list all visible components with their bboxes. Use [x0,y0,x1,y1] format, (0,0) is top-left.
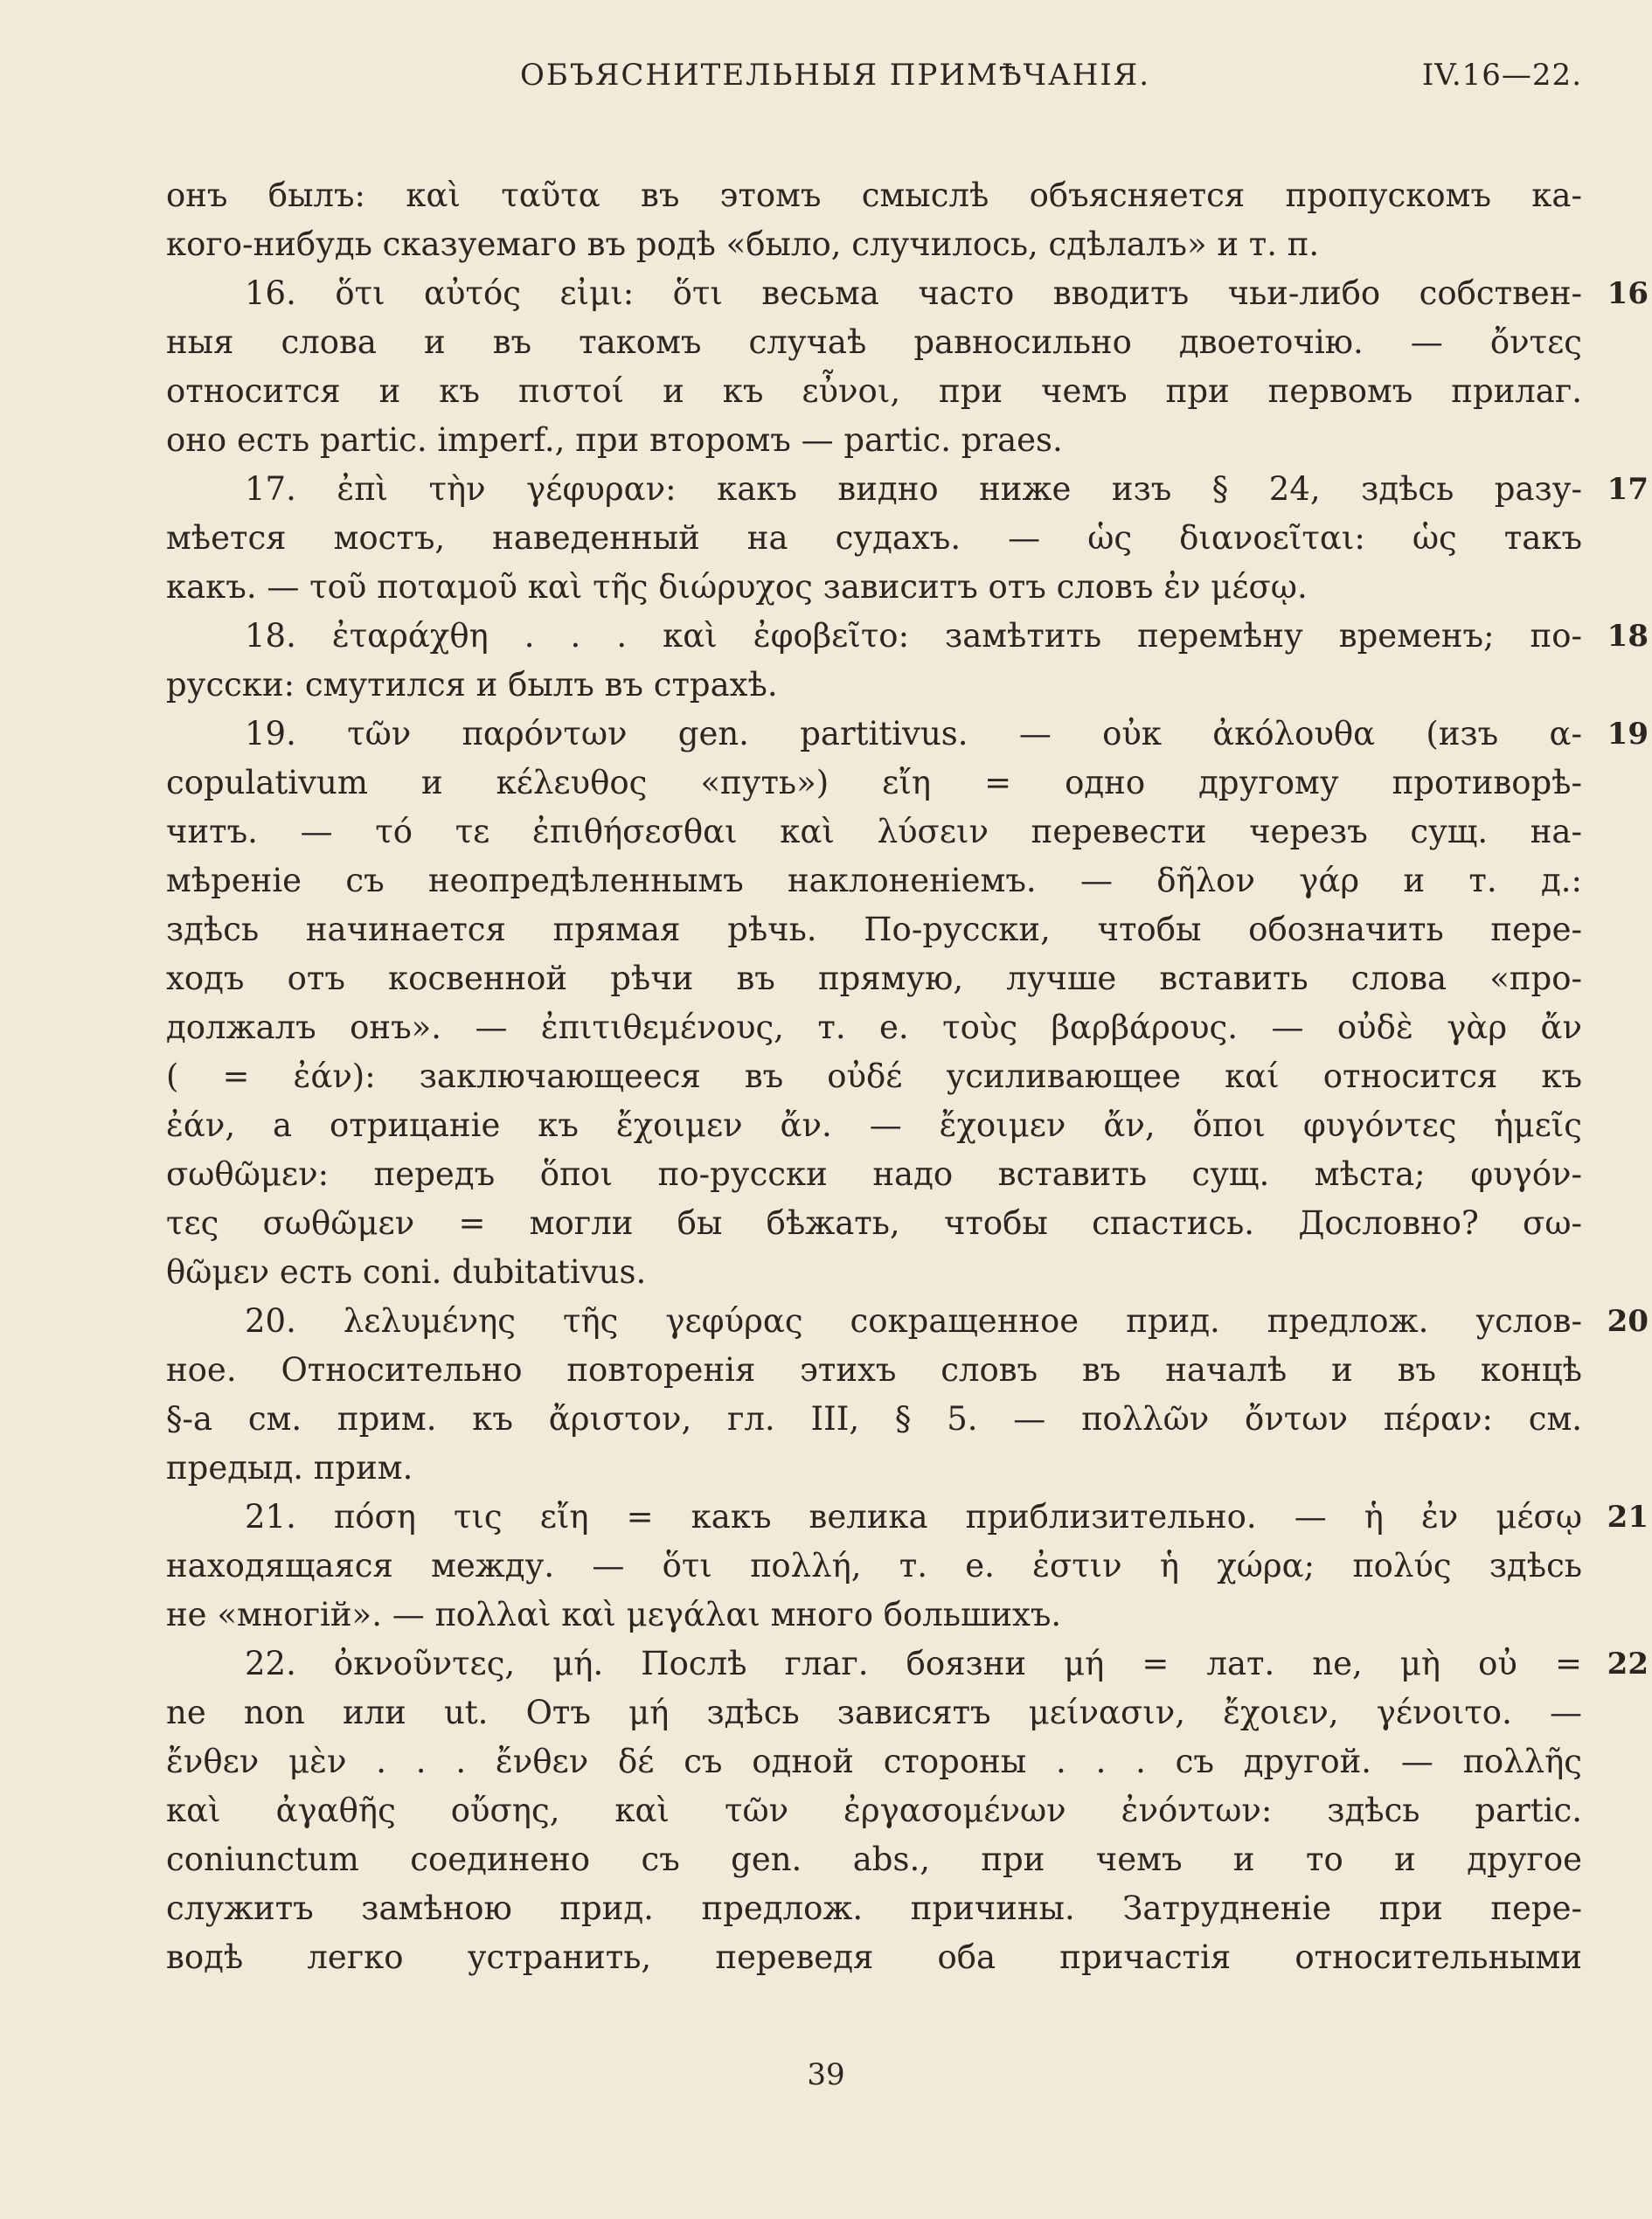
text-line: coniunctum соединено съ gen. abs., при чемъ и то и другое [166,1841,1582,1878]
margin-number-17: 17 [1607,472,1649,507]
margin-number-16: 16 [1607,276,1649,311]
text-line: θῶμεν есть coni. dubitativus. [166,1253,647,1291]
text-line: ne non или ut. Отъ μή здѣсь зависятъ μείνασιν, ἔχοιεν, γένοιτο. — [166,1694,1582,1731]
text-line: здѣсь начинается прямая рѣчь. По-русски, чтобы обозначить пере- [166,911,1582,948]
text-line: служитъ замѣною прид. предлож. причины. Затрудненіе при пере- [166,1890,1582,1927]
running-title: ОБЪЯСНИТЕЛЬНЫЯ ПРИМѢЧАНІЯ. [520,58,1151,93]
text-line: относится и къ πιστοί и къ εὖνοι, при чемъ при первомъ прилаг. [166,372,1582,410]
text-line: мѣреніе съ неопредѣленнымъ наклоненіемъ. — δῆλον γάρ и т. д.: [166,862,1582,899]
note-18-first-line [166,612,1649,661]
text-line: должалъ онъ». — ἐπιτιθεμένους, т. е. τοὺς βαρβάρους. — οὐδὲ γὰρ ἄν [166,1009,1582,1046]
text-line: 19. τῶν παρόντων gen. partitivus. — οὐκ ἀκόλουθα (изъ α- [245,715,1582,752]
text-line: онъ былъ: καὶ ταῦτα въ этомъ смыслѣ объясняется пропускомъ ка- [166,177,1582,214]
text-line: мѣется мостъ, наведенный на судахъ. — ὡς διανοεῖται: ὡς такъ [166,519,1582,557]
text-line: ἔνθεν μὲν . . . ἔνθεν δέ съ одной стороны . . . съ другой. — πολλῆς [166,1743,1582,1780]
text-line: 21. πόση τις εἴη = какъ велика приблизительно. — ἡ ἐν μέσῳ [245,1498,1582,1536]
section-reference: IV.16—22. [1421,58,1582,93]
text-line: находящаяся между. — ὅτι πολλή, т. е. ἐστιν ἡ χώρα; πολύς здѣсь [166,1547,1582,1585]
page-number: 39 [807,2057,845,2092]
text-line: ἐάν, а отрицаніе къ ἔχοιμεν ἄν. — ἔχοιμεν ἄν, ὅποι φυγόντες ἡμεῖς [166,1106,1582,1144]
note-20-first-line [166,1297,1649,1346]
text-line: не «многій». — πολλαὶ καὶ μεγάλαι много большихъ. [166,1596,1062,1633]
text-line: оно есть partic. imperf., при второмъ — partic. praes. [166,421,1063,459]
note-22-first-line [166,1640,1649,1689]
text-line: предыд. прим. [166,1449,413,1487]
text-line: ное. Относительно повторенія этихъ словъ въ началѣ и въ концѣ [166,1351,1582,1389]
text-line: σωθῶμεν: передъ ὅποι по-русски надо вставить сущ. мѣста; φυγόν- [166,1155,1582,1193]
note-17-first-line [166,465,1649,514]
text-line: ( = ἐάν): заключающееся въ οὐδέ усиливающее καί относится къ [166,1057,1582,1095]
note-21-first-line [166,1493,1649,1542]
text-line: какъ. — τοῦ ποταμοῦ καὶ τῆς διώρυχος зависитъ отъ словъ ἐν μέσῳ. [166,568,1308,606]
text-line: водѣ легко устранить, переведя оба причастія относительными [166,1938,1582,1976]
text-line: §-а см. прим. къ ἄριστον, гл. III, § 5. — πολλῶν ὄντων πέραν: см. [166,1400,1582,1438]
text-line: καὶ ἀγαθῆς οὔσης, καὶ τῶν ἐργασομένων ἐνόντων: здѣсь partic. [166,1792,1582,1829]
margin-number-19: 19 [1607,717,1649,752]
margin-number-21: 21 [1607,1500,1649,1535]
text-line: русски: смутился и былъ въ страхѣ. [166,666,778,704]
text-line: 22. ὀκνοῦντες, μή. Послѣ глаг. боязни μή = лат. ne, μὴ οὐ = [245,1645,1582,1682]
text-line: 20. λελυμένης τῆς γεφύρας сокращенное прид. предлож. услов- [245,1302,1582,1340]
text-line: читъ. — τό τε ἐπιθήσεσθαι καὶ λύσειν перевести черезъ сущ. на- [166,813,1582,850]
text-line: copulativum и κέλευθος «путь») εἴη = одно другому противорѣ- [166,764,1582,801]
margin-number-22: 22 [1607,1647,1649,1682]
note-19-first-line [166,710,1649,759]
text-line: ныя слова и въ такомъ случаѣ равносильно двоеточію. — ὄντες [166,323,1582,361]
note-16-first-line [166,269,1649,318]
margin-number-18: 18 [1607,619,1649,654]
commentary-text [166,171,1649,1982]
text-line: кого-нибудь сказуемаго въ родѣ «было, случилось, сдѣлалъ» и т. п. [166,225,1320,263]
text-line: 18. ἐταράχθη . . . καὶ ἐφοβεῖτο: замѣтить перемѣну временъ; по- [245,617,1582,655]
text-line: 16. ὅτι αὐτός εἰμι: ὅτι весьма часто вводитъ чьи-либо собствен- [245,274,1582,312]
text-line: ходъ отъ косвенной рѣчи въ прямую, лучше вставить слова «про- [166,960,1582,997]
margin-number-20: 20 [1607,1304,1649,1339]
text-line: τες σωθῶμεν = могли бы бѣжать, чтобы спастись. Дословно? σω- [166,1204,1582,1242]
text-line: 17. ἐπὶ τὴν γέφυραν: какъ видно ниже изъ § 24, здѣсь разу- [245,470,1582,508]
running-header [166,58,1582,110]
